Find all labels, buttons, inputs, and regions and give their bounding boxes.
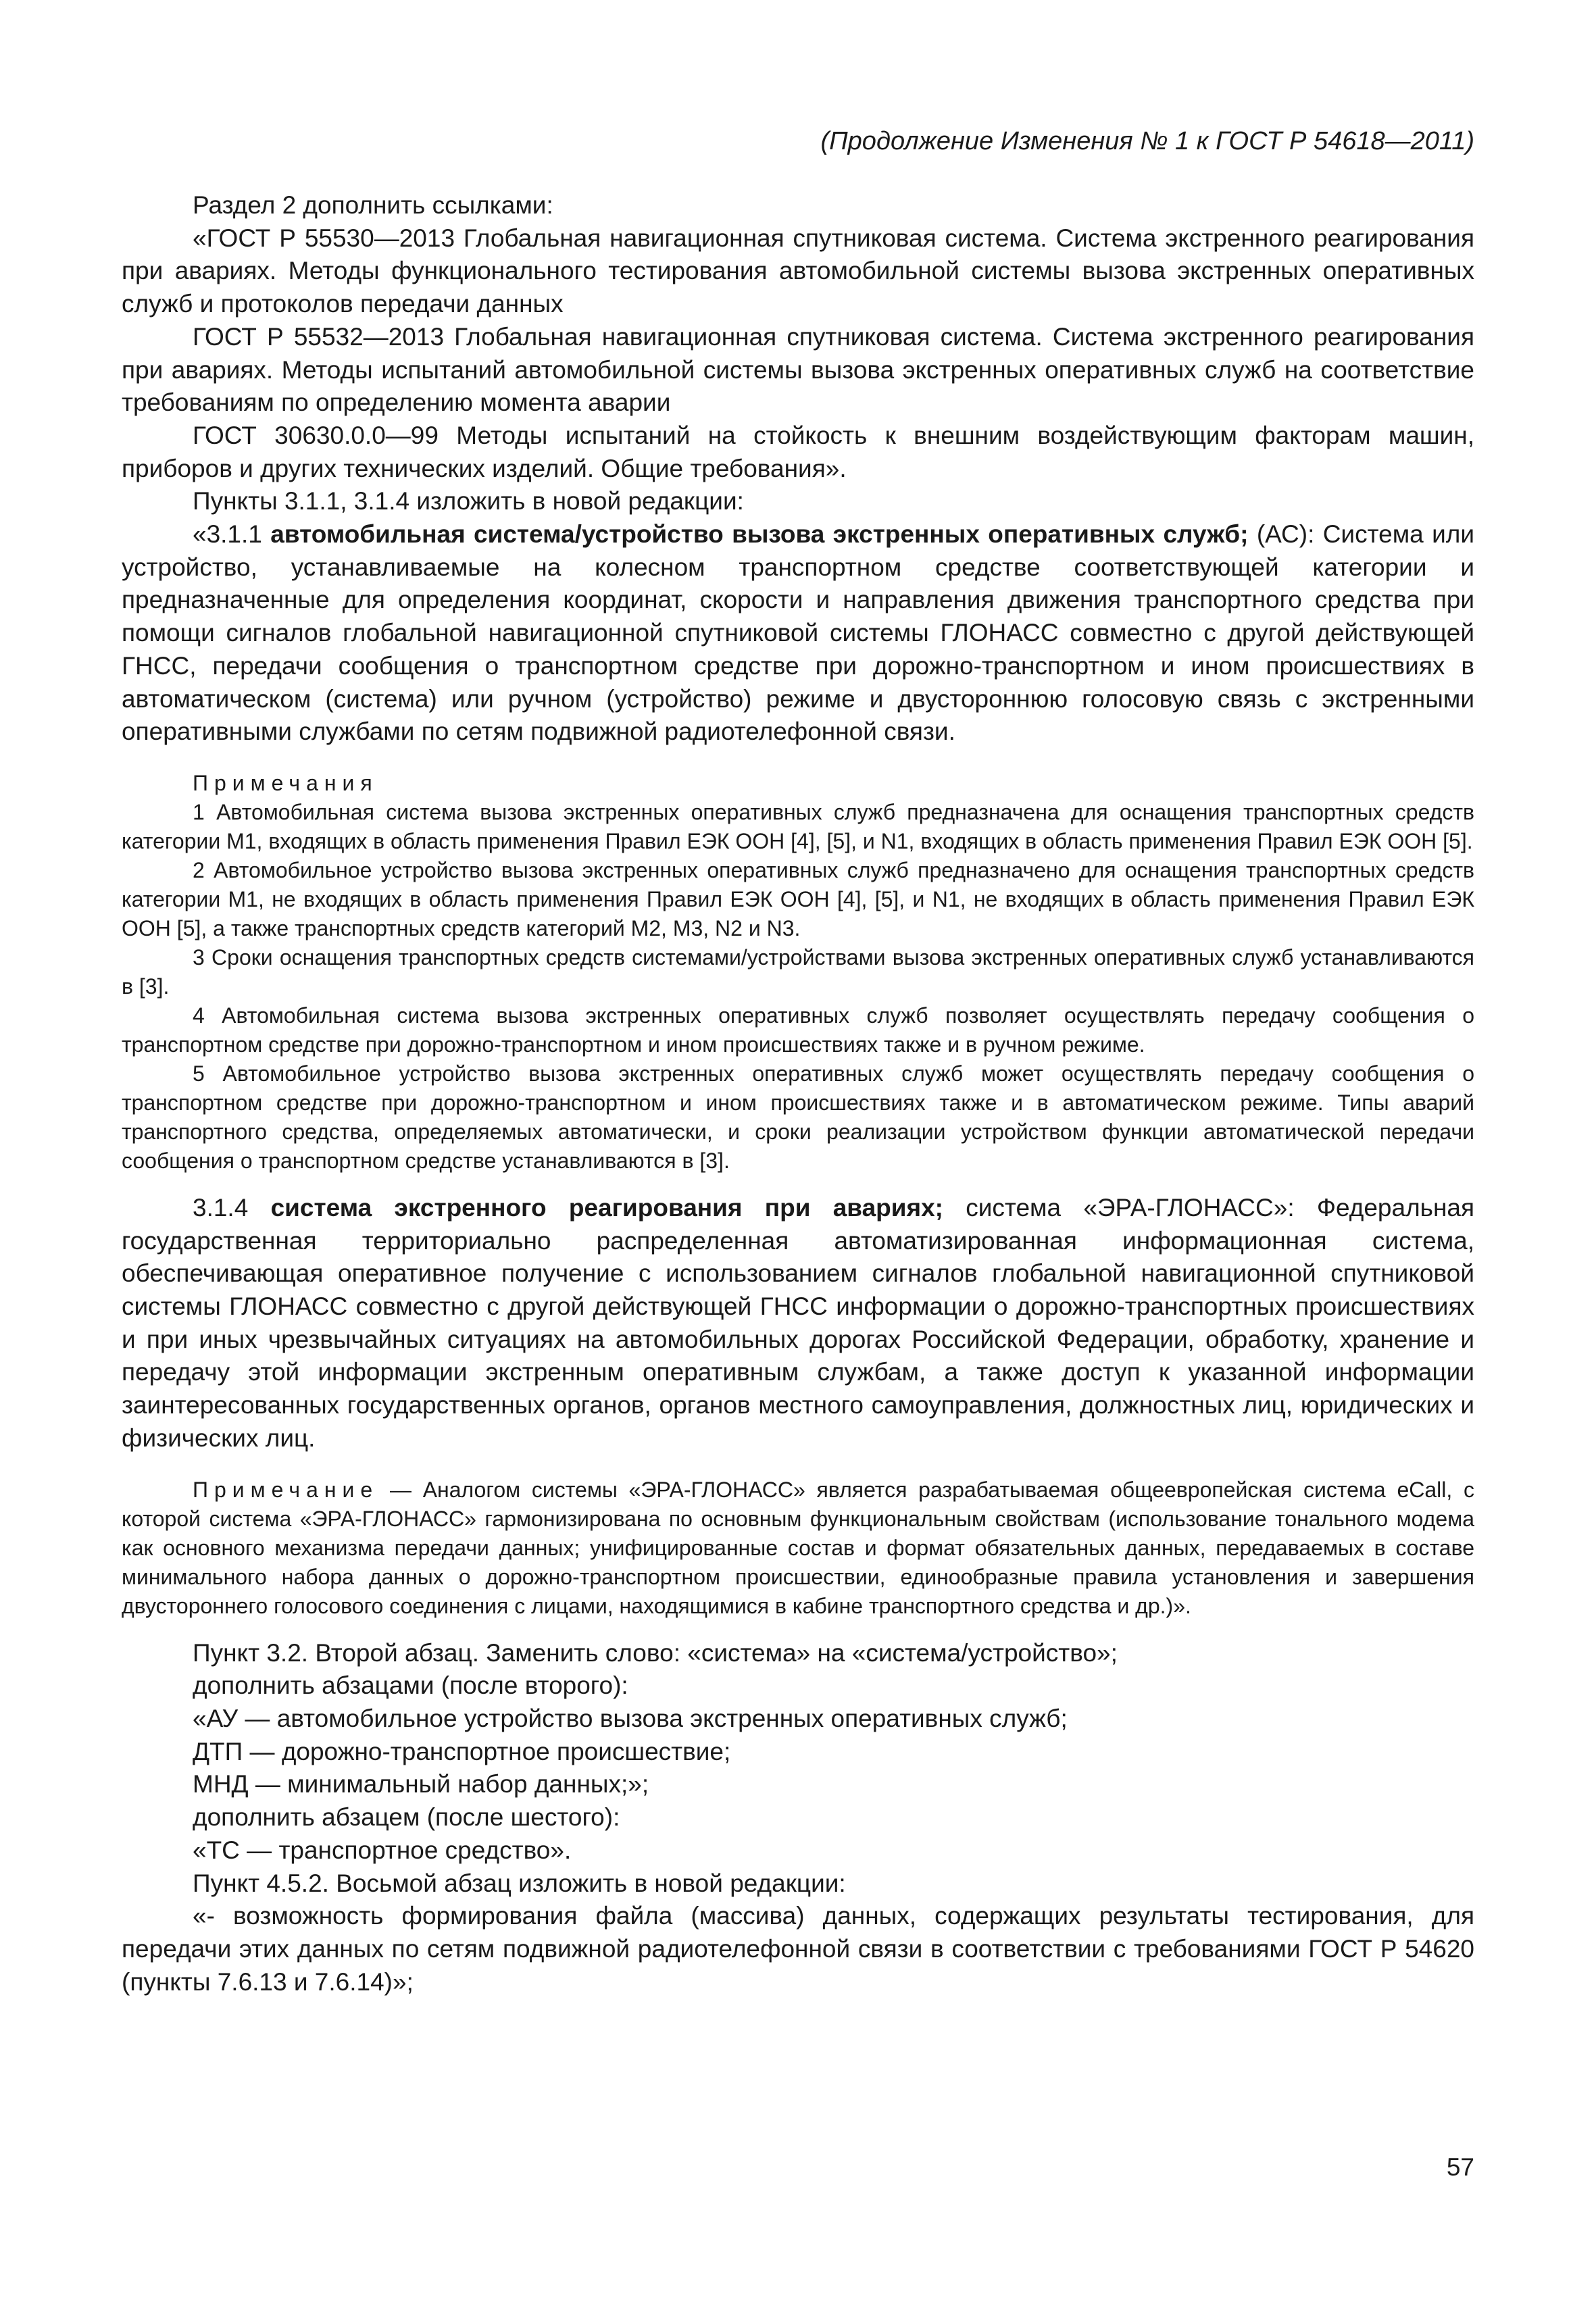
note-1: 1 Автомобильная система вызова экстренных оперативных служб предназначена для оснащения транспортных средств категории М1, входящих в область применения Правил ЕЭК ООН [4], [5], и N1, входящих в область применения Правил ЕЭК ООН [5]. (122, 799, 1474, 853)
note-3-1-4-label: Примечание (193, 1477, 379, 1502)
item-4-5-2-text: «- возможность формирования файла (массива) данных, содержащих результаты тестирования, для передачи этих данных по сетям подвижной радиотелефонной связи в соответствии с требованиями ГОСТ Р 54620 (пункты 7.6.13 и 7.6.14)»; (122, 1902, 1474, 1996)
definition-3-1-1-term: автомобильная система/устройство вызова экстренных оперативных служб; (270, 520, 1249, 549)
note-3-1-4-dash: — (378, 1477, 423, 1502)
definition-3-1-1-text: (АС): Система или устройство, устанавливаемые на колесном транспортном средстве соответствующей категории и предназначенные для определения координат, скорости и направления движения транспортного средства при помощи сигналов глобальной навигационной спутниковой системы ГЛОНАСС совместно с другой действующей ГНСС, передачи сообщения о транспортном средстве при дорожно-транспортном и ином происшествиях в автоматическом (система) или ручном (устройство) режиме и двустороннюю голосовую связь с экстренными оперативными службами по сетям подвижной радиотелефонной связи. (122, 520, 1474, 746)
document-page (122, 0, 1474, 2314)
item-4-5-2-intro: Пункт 4.5.2. Восьмой абзац изложить в новой редакции: (193, 1869, 846, 1897)
note-3: 3 Сроки оснащения транспортных средств системами/устройствами вызова экстренных оперативных служб устанавливаются в [3]. (122, 945, 1474, 999)
definition-3-1-4-text: система «ЭРА-ГЛОНАСС»: Федеральная государственная территориально распределенная автоматизированная информационная система, обеспечивающая оперативное получение с использованием сигналов глобальной навигационной спутниковой системы ГЛОНАСС совместно с другой действующей ГНСС информации о дорожно-транспортных происшествиях и при иных чрезвычайных ситуациях на автомобильных дорогах Российской Федерации, обработку, хранение и передачу этой информации экстренным оперативным службам, а также доступ к указанной информации заинтересованных государственных органов, органов местного самоуправления, должностных лиц, юридических и физических лиц. (122, 1193, 1474, 1452)
note-3-1-4-text: Аналогом системы «ЭРА-ГЛОНАСС» является разрабатываемая общеевропейская система eCall, с которой система «ЭРА-ГЛОНАСС» гармонизирована по основным функциональным свойствам (использование тонального модема как основного механизма передачи данных; унифицированные состав и формат обязательных данных, передаваемых в составе минимального набора данных о дорожно-транспортном происшествии, единообразные правила установления и завершения двустороннего голосового соединения с лицами, находящимися в кабине транспортного средства и др.)». (122, 1477, 1475, 1618)
item-3-2-line-1: Пункт 3.2. Второй абзац. Заменить слово: «система» на «система/устройство»; (193, 1638, 1118, 1667)
section2-intro: Раздел 2 дополнить ссылками: (193, 191, 553, 219)
reference-gost-55530: «ГОСТ Р 55530—2013 Глобальная навигационная спутниковая система. Система экстренного реагирования при авариях. Методы функционального тестирования автомобильной системы вызова экстренных оперативных служб и протоколов передачи данных (122, 224, 1474, 318)
definition-3-1-1 (122, 518, 1474, 749)
note-4: 4 Автомобильная система вызова экстренных оперативных служб позволяет осуществлять передачу сообщения о транспортном средстве при дорожно-транспортном и ином происшествиях также и в ручном режиме. (122, 1003, 1474, 1057)
item-3-2-line-6: дополнить абзацем (после шестого): (193, 1803, 620, 1832)
document-body (122, 189, 1474, 1998)
item-3-2-line-4: ДТП — дорожно-транспортное происшествие; (193, 1737, 731, 1765)
item-3-2-line-5: МНД — минимальный набор данных;»; (193, 1770, 649, 1799)
notes-title: Примечания (193, 770, 378, 795)
note-2: 2 Автомобильное устройство вызова экстренных оперативных служб предназначено для оснащения транспортных средств категории М1, не входящих в область применения Правил ЕЭК ООН [4], [5], и N1, не входящих в область применения Правил ЕЭК ООН [5], а также транспортных средств категорий М2, М3, N2 и N3. (122, 857, 1474, 940)
definition-3-1-4-term: система экстренного реагирования при авариях; (270, 1193, 943, 1222)
reference-gost-55532: ГОСТ Р 55532—2013 Глобальная навигационная спутниковая система. Система экстренного реагирования при авариях. Методы испытаний автомобильной системы вызова экстренных оперативных служб на соответствие требованиям по определению момента аварии (122, 322, 1474, 417)
running-header: (Продолжение Изменения № 1 к ГОСТ Р 54618—2011) (820, 127, 1474, 155)
definition-3-1-4-lead: 3.1.4 (193, 1193, 271, 1222)
items-3-1-1-intro: Пункты 3.1.1, 3.1.4 изложить в новой редакции: (193, 487, 744, 515)
page-number: 57 (1446, 2153, 1474, 2181)
item-3-2-line-7: «ТС — транспортное средство». (193, 1836, 572, 1864)
note-3-1-4 (122, 1476, 1474, 1621)
item-3-2-line-3: «АУ — автомобильное устройство вызова экстренных оперативных служб; (193, 1704, 1068, 1732)
reference-gost-30630: ГОСТ 30630.0.0—99 Методы испытаний на стойкость к внешним воздействующим факторам машин, приборов и других технических изделий. Общие требования». (122, 421, 1474, 482)
definition-3-1-1-lead: «3.1.1 (193, 520, 271, 549)
notes-3-1-1 (122, 769, 1474, 1176)
note-5: 5 Автомобильное устройство вызова экстренных оперативных служб может осуществлять передачу сообщения о транспортном средстве при дорожно-транспортном и ином происшествиях также и в автоматическом режиме. Типы аварий транспортного средства, определяемых автоматически, и сроки реализации устройством функции автоматической передачи сообщения о транспортном средстве устанавливаются в [3]. (122, 1061, 1474, 1173)
item-3-2-line-2: дополнить абзацами (после второго): (193, 1671, 628, 1700)
definition-3-1-4 (122, 1192, 1474, 1455)
